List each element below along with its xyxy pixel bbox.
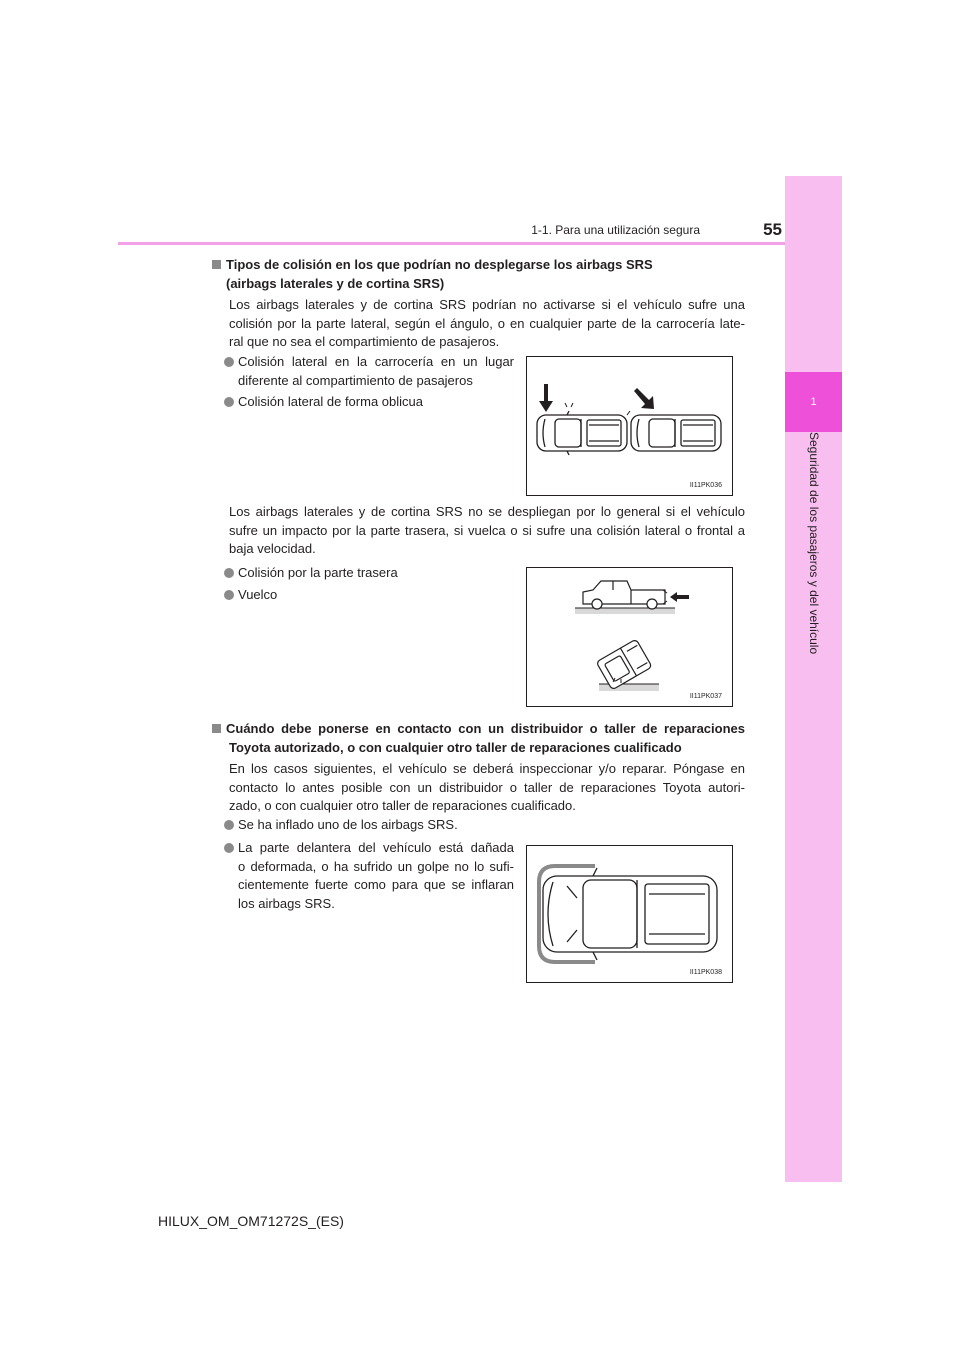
figure-code: II11PK036	[689, 482, 722, 489]
section2-heading-line1: Cuándo debe ponerse en contacto con un distribuidor o taller de reparaciones	[226, 721, 745, 736]
para-line: contacto lo antes posible con un distribuidor o taller de reparaciones Toyota autori-	[229, 779, 745, 795]
section1-heading-line2: (airbags laterales y de cortina SRS)	[226, 275, 445, 291]
section-title: 1-1. Para una utilización segura	[531, 223, 700, 237]
figure-code: II11PK037	[689, 693, 722, 700]
para-line: ral que no sea el compartimiento de pasajeros.	[229, 334, 500, 349]
section1-bullet-3	[224, 564, 514, 583]
section1-paragraph-2	[229, 503, 745, 559]
section2-bullet-1	[224, 816, 524, 835]
section1-bullet-4	[224, 586, 514, 605]
footer-doc-id: HILUX_OM_OM71272S_(ES)	[158, 1213, 344, 1229]
section2-heading-line2: Toyota autorizado, o con cualquier otro taller de reparaciones cualificado	[229, 739, 682, 755]
page-number: 55	[763, 220, 782, 239]
section2-heading	[212, 720, 745, 757]
bullet-text: Colisión por la parte trasera	[238, 565, 398, 580]
square-bullet-icon	[212, 260, 221, 269]
section1-bullet-1	[224, 353, 514, 390]
round-bullet-icon	[224, 590, 234, 600]
rear-impact-rollover-illustration	[527, 568, 732, 706]
para-line: Los airbags laterales y de cortina SRS podrían no activarse si el vehículo sufre una	[229, 297, 745, 312]
bullet-text: La parte delantera del vehículo está dañada	[238, 840, 514, 855]
section1-heading	[212, 256, 752, 293]
para-line: zado, o con cualquier otro taller de reparaciones cualificado.	[229, 798, 576, 813]
header-rule	[118, 242, 785, 245]
para-line: En los casos siguientes, el vehículo se deberá inspeccionar y/o reparar. Póngase en	[229, 761, 745, 776]
para-line: sufre un impacto por la parte trasera, si vuelca o si sufre una colisión lateral o frontal a	[229, 522, 745, 538]
round-bullet-icon	[224, 843, 234, 853]
section2-paragraph	[229, 760, 745, 816]
front-damage-illustration	[527, 846, 732, 982]
bullet-text: Colisión lateral en la carrocería en un lugar	[238, 354, 514, 369]
bullet-text: los airbags SRS.	[238, 895, 335, 911]
figure-code: II11PK038	[689, 969, 722, 976]
square-bullet-icon	[212, 724, 221, 733]
section1-heading-line1: Tipos de colisión en los que podrían no desplegarse los airbags SRS	[226, 257, 653, 272]
round-bullet-icon	[224, 397, 234, 407]
chapter-title: Seguridad de los pasajeros y del vehículo	[806, 432, 821, 655]
bullet-text: Colisión lateral de forma oblicua	[238, 394, 423, 409]
round-bullet-icon	[224, 568, 234, 578]
section1-bullet-2	[224, 393, 514, 412]
bullet-text: Vuelco	[238, 587, 278, 602]
para-line: Los airbags laterales y de cortina SRS no se despliegan por lo general si el vehículo	[229, 504, 745, 519]
chapter-number: 1	[810, 396, 817, 408]
figure-rear-rollover	[526, 567, 733, 707]
para-line: colisión por la parte lateral, según el ángulo, o en cualquier parte de la carrocería late-	[229, 315, 745, 331]
bullet-text: o deformada, o ha sufrido un golpe no lo sufi-	[238, 858, 514, 874]
para-line: baja velocidad.	[229, 541, 316, 556]
section1-paragraph	[229, 296, 745, 352]
chapter-number-tab[interactable]	[785, 372, 842, 432]
figure-side-collision	[526, 356, 733, 496]
round-bullet-icon	[224, 357, 234, 367]
bullet-text: Se ha inflado uno de los airbags SRS.	[238, 817, 458, 832]
bullet-text: cientemente fuerte como para que se inflaran	[238, 877, 514, 892]
section2-bullet-2	[224, 839, 514, 913]
round-bullet-icon	[224, 820, 234, 830]
side-collision-illustration	[527, 357, 732, 495]
chapter-title-vertical	[785, 432, 842, 682]
figure-front-damage	[526, 845, 733, 983]
bullet-text: diferente al compartimiento de pasajeros	[238, 372, 473, 388]
